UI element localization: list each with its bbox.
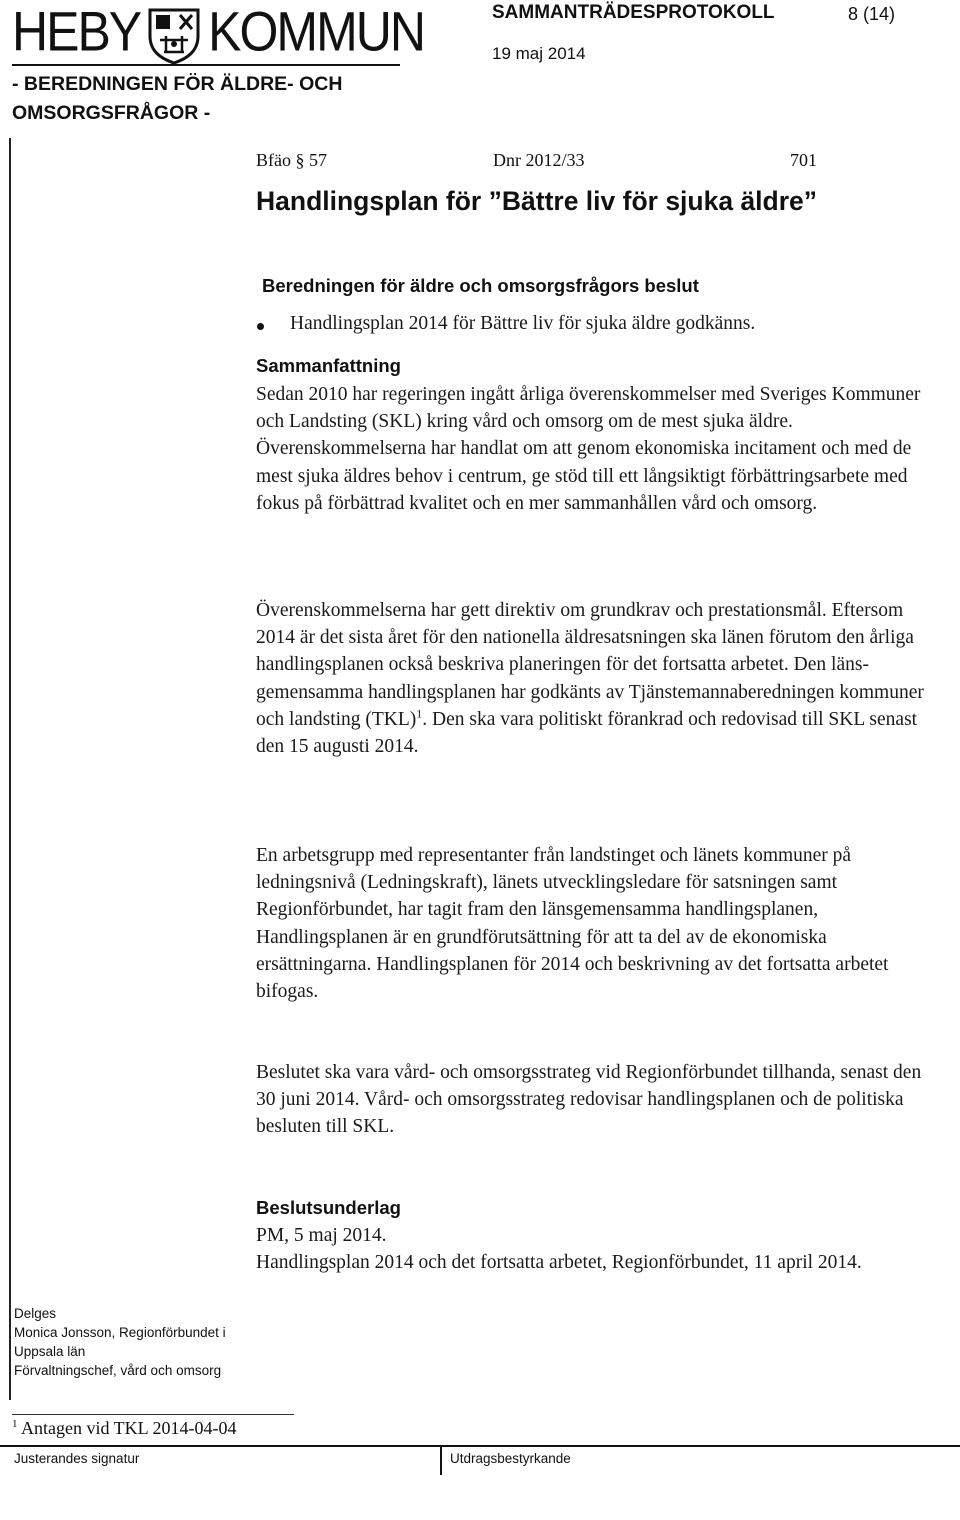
basis-heading: Beslutsunderlag: [256, 1197, 401, 1218]
distribution-recipient: Monica Jonsson, Regionförbundet i Uppsala län: [14, 1325, 226, 1359]
footnote: [12, 1418, 236, 1439]
basis-item: PM, 5 maj 2014.: [256, 1225, 387, 1246]
footer-divider: [440, 1445, 442, 1475]
basis-list: [256, 1222, 936, 1276]
footnote-ref: 1: [416, 706, 423, 721]
case-reference: Bfäo § 57: [256, 150, 327, 170]
footnote-text: Antagen vid TKL 2014-04-04: [17, 1418, 237, 1438]
summary-p4-line2: 30 juni 2014. Vård- och omsorgsstrateg redovisar handlingsplanen och de politiska besluten till SKL.: [256, 1089, 904, 1138]
committee-name: - BEREDNINGEN FÖR ÄLDRE- OCH OMSORGSFRÅGOR -: [12, 73, 343, 124]
summary-paragraph-1: [256, 381, 936, 517]
summary-p4-line1: Beslutet ska vara vård- och omsorgsstrateg vid Regionförbundet tillhanda, senast den: [256, 1062, 922, 1083]
case-title: Handlingsplan för ”Bättre liv för sjuka äldre”: [256, 186, 818, 216]
summary-p2-before: Överenskommelserna har gett direktiv om grundkrav och prestationsmål. Eftersom 2014 är det sista året för den nationella äldresatsningen ska länen förutom den årliga handlingsplanen också beskriva planeringen för det fortsatta arbetet. Den läns-gemensamma handlingsplanen har godkänts av Tjänstemannaberedningen kommuner och landsting (TKL): [256, 600, 924, 730]
summary-paragraph-2: [256, 597, 936, 760]
margin-rule: [9, 138, 11, 1400]
municipality-logo: [12, 0, 424, 64]
case-dnr: Dnr 2012/33: [493, 150, 585, 170]
meeting-date: 19 maj 2014: [492, 44, 586, 63]
distribution-label: Delges: [14, 1306, 57, 1321]
distribution-block: [14, 1304, 244, 1380]
summary-p2-body: [256, 597, 936, 760]
logo-word-left: HEBY: [12, 0, 141, 63]
summary-paragraph-4: [256, 1059, 936, 1141]
logo-underline: [12, 64, 400, 66]
summary-paragraph-3: [256, 842, 936, 1005]
footnote-number: 1: [12, 1418, 18, 1430]
summary-heading: Sammanfattning: [256, 355, 401, 376]
footer-rule: [0, 1445, 960, 1447]
signature-label: Justerandes signatur: [14, 1451, 140, 1466]
logo-word-right: KOMMUN: [208, 0, 424, 63]
decision-item: Handlingsplan 2014 för Bättre liv för sjuka äldre godkänns.: [290, 313, 756, 334]
coat-of-arms-icon: [146, 6, 202, 64]
page-number: 8 (14): [848, 4, 896, 24]
bullet-icon: [257, 323, 264, 330]
distribution-recipient: Förvaltningschef, vård och omsorg: [14, 1363, 222, 1378]
summary-p1-text: Sedan 2010 har regeringen ingått årliga överenskommelser med Sveriges Kommuner och Landsting (SKL) kring vård och omsorg om de mest sjuka äldre. Överenskommelserna har handlat om att genom ekonomiska incitament och med de mest sjuka äldres behov i centrum, ge stöd till ett långsiktigt förbättringsarbete med fokus på förbättrad kvalitet och en mer sammanhållen vård och omsorg.: [256, 384, 921, 514]
certification-label: Utdragsbestyrkande: [450, 1451, 571, 1466]
case-code: 701: [790, 150, 817, 170]
footnote-rule: [12, 1414, 294, 1415]
summary-p3-text: En arbetsgrupp med representanter från landstinget och länets kommuner på ledningsnivå (Ledningskraft), länets utvecklingsledare för satsningen samt Regionförbundet, har tagit fram den länsgemensamma handlingsplanen, Handlingsplanen är en grundförutsättning för att ta del av de ekonomiska ersättningarna. Handlingsplanen för 2014 och beskrivning av det fortsatta arbetet bifogas.: [256, 845, 889, 1003]
document-type: SAMMANTRÄDESPROTOKOLL: [492, 2, 775, 23]
summary-p2-after: . Den ska vara politiskt förankrad och redovisad till SKL senast den 15 augusti 2014.: [256, 708, 918, 758]
basis-item: Handlingsplan 2014 och det fortsatta arbetet, Regionförbundet, 11 april 2014.: [256, 1252, 862, 1274]
decision-heading: Beredningen för äldre och omsorgsfrågors beslut: [262, 275, 699, 296]
